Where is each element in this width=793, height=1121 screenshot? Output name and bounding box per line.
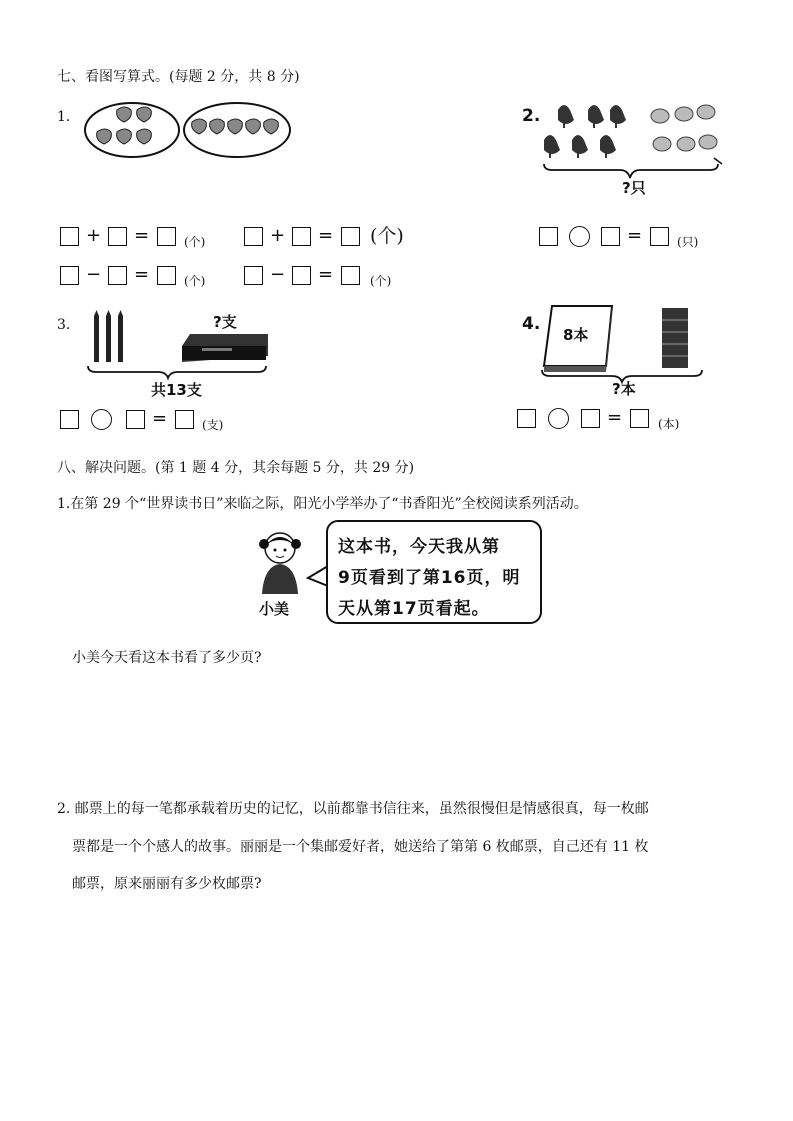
answer-box[interactable]: [244, 266, 263, 285]
equals-sign: =: [318, 264, 334, 285]
answer-box[interactable]: [244, 227, 263, 246]
answer-box[interactable]: [581, 409, 600, 428]
bubble-line: 9页看到了第16页，明: [338, 568, 521, 588]
q4-brace-label: ?本: [612, 380, 636, 398]
answer-box[interactable]: [157, 266, 176, 285]
answer-box[interactable]: [126, 410, 145, 429]
section-8-title: 八、解决问题。(第 1 题 4 分，其余每题 5 分，共 29 分): [57, 460, 415, 476]
peach-groups-illustration: [82, 100, 294, 160]
equals-sign: =: [318, 225, 334, 246]
answer-box[interactable]: [108, 266, 127, 285]
equals-sign: =: [134, 264, 150, 285]
answer-box[interactable]: [341, 266, 360, 285]
character-name: 小美: [259, 600, 290, 618]
unit-label: (个): [370, 225, 404, 247]
answer-box[interactable]: [630, 409, 649, 428]
q4-number: 4.: [522, 314, 541, 334]
pencil-box-icon: [182, 334, 268, 362]
s8-q1-text: 1.在第 29 个“世界读书日”来临之际，阳光小学举办了“书香阳光”全校阅读系列活动。: [57, 496, 588, 512]
chick-icon: [651, 105, 717, 151]
rooster-icon: [544, 105, 626, 158]
unit-label: (本): [658, 417, 680, 431]
answer-box[interactable]: [108, 227, 127, 246]
answer-box[interactable]: [157, 227, 176, 246]
s8-q2-line: 2. 邮票上的每一笔都承载着历史的记忆，以前都靠书信往来，虽然很慢但是情感很真，每一枚邮: [57, 801, 649, 817]
s8-q2-line: 邮票，原来丽丽有多少枚邮票?: [72, 876, 262, 892]
bubble-line: 这本书，今天我从第: [338, 537, 500, 557]
plus-sign: +: [270, 225, 286, 246]
q3-number: 3.: [57, 317, 71, 333]
answer-box[interactable]: [517, 409, 536, 428]
equals-sign: =: [627, 225, 643, 246]
equals-sign: =: [134, 225, 150, 246]
pencils-and-box-illustration: [82, 306, 268, 384]
answer-box[interactable]: [539, 227, 558, 246]
unit-label: (个): [184, 274, 206, 288]
q4-book-label: 8本: [563, 326, 589, 344]
section-7-title: 七、看图写算式。(每题 2 分，共 8 分): [57, 69, 300, 85]
operator-circle[interactable]: [569, 226, 590, 247]
answer-box[interactable]: [601, 227, 620, 246]
answer-box[interactable]: [292, 227, 311, 246]
q2-brace-label: ?只: [622, 179, 646, 197]
q2-number: 2.: [522, 106, 541, 126]
operator-circle[interactable]: [91, 409, 112, 430]
equals-sign: =: [152, 408, 168, 429]
unit-label: (个): [184, 235, 206, 249]
answer-box[interactable]: [175, 410, 194, 429]
unit-label: (个): [370, 274, 392, 288]
q3-brace-label: 共13支: [151, 381, 202, 399]
minus-sign: −: [86, 264, 102, 285]
answer-box[interactable]: [60, 227, 79, 246]
operator-circle[interactable]: [548, 408, 569, 429]
answer-box[interactable]: [341, 227, 360, 246]
answer-box[interactable]: [650, 227, 669, 246]
s8-q1-question: 小美今天看这本书看了多少页?: [72, 650, 262, 666]
speech-bubble: [326, 520, 542, 624]
unit-label: (只): [677, 235, 699, 249]
q1-number: 1.: [57, 109, 71, 125]
answer-box[interactable]: [292, 266, 311, 285]
minus-sign: −: [270, 264, 286, 285]
q3-top-label: ?支: [213, 313, 237, 331]
pencil-icon: [94, 310, 123, 362]
answer-box[interactable]: [60, 410, 79, 429]
equals-sign: =: [607, 407, 623, 428]
plus-sign: +: [86, 225, 102, 246]
answer-box[interactable]: [60, 266, 79, 285]
girl-avatar-icon: [252, 526, 308, 596]
bubble-line: 天从第17页看起。: [338, 599, 490, 619]
s8-q2-line: 票都是一个个感人的故事。丽丽是一个集邮爱好者，她送给了第第 6 枚邮票，自己还有 11 枚: [72, 839, 649, 855]
unit-label: (支): [202, 418, 224, 432]
